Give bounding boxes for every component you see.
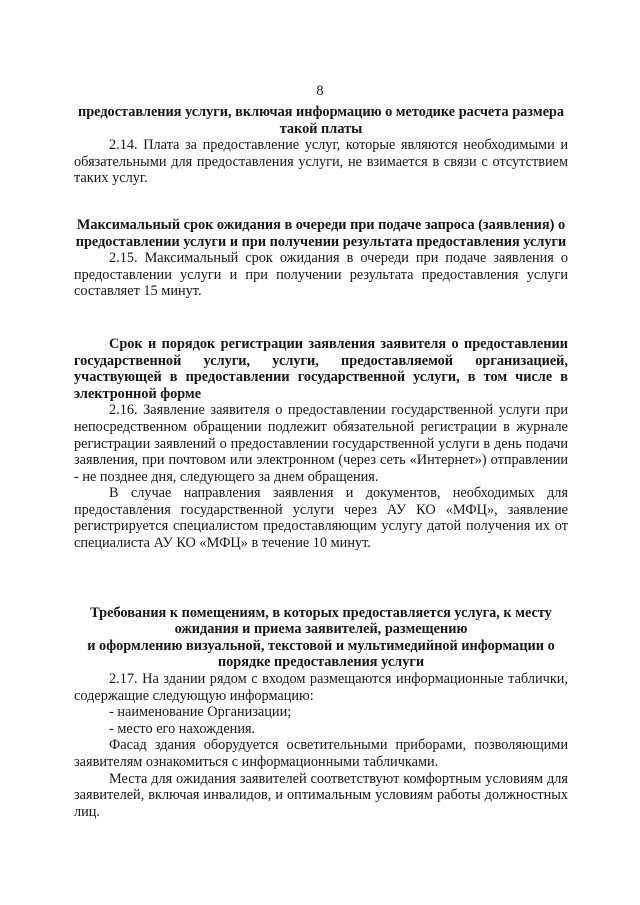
section-heading-registration: Срок и порядок регистрации заявления заявителя о предоставлении государственной услуги, услуги, предоставляемой организацией, участвующей в предоставлении государственной услуги, в том числе в электронной форме — [74, 335, 568, 402]
section-heading-queue-time: Максимальный срок ожидания в очереди при подаче запроса (заявления) о предоставлении услуги и при получении результата предоставления услуги — [75, 216, 567, 250]
paragraph-mfc-registration: В случае направления заявления и документов, необходимых для предоставления государственной услуги через АУ КО «МФЦ», заявление регистрируется специалистом предоставляющим услугу датой получения их от специалиста АУ КО «МФЦ» в течение 10 минут. — [74, 485, 568, 552]
paragraph-2-14: 2.14. Плата за предоставление услуг, которые являются необходимыми и обязательными для предоставления услуги, не взимается в связи с отсутствием таких услуг. — [74, 137, 568, 187]
paragraph-2-16: 2.16. Заявление заявителя о предоставлении государственной услуги при непосредственном обращении подлежит обязательной регистрации в журнале регистрации заявлений о предоставлении государственной услуги в день подачи заявления, при почтовом или электронном (через сеть «Интернет») отправлении - не позднее дня, следующего за днем обращения. — [74, 402, 568, 485]
paragraph-2-15: 2.15. Максимальный срок ожидания в очереди при подаче заявления о предоставлении услуги и при получении результата предоставления услуги составляет 15 минут. — [74, 250, 568, 300]
section-heading-premises-line2: и оформлению визуальной, текстовой и мультимедийной информации о порядке предоставления услуги — [87, 637, 555, 671]
document-body — [74, 104, 568, 820]
list-item-location: - место его нахождения. — [109, 720, 256, 737]
paragraph-waiting-areas: Места для ожидания заявителей соответствуют комфортным условиям для заявителей, включая инвалидов, и оптимальным условиям работы должностных лиц. — [74, 770, 568, 820]
page-number: 8 — [316, 83, 324, 99]
paragraph-2-17: 2.17. На здании рядом с входом размещаются информационные таблички, содержащие следующую информацию: — [74, 671, 568, 704]
section-heading-fee-calculation: предоставления услуги, включая информацию о методике расчета размера такой платы — [77, 104, 565, 137]
paragraph-facade-lighting: Фасад здания оборудуется осветительными приборами, позволяющими заявителям ознакомиться с информационными табличками. — [74, 737, 568, 770]
section-heading-premises-line1: Требования к помещениям, в которых предоставляется услуга, к месту ожидания и приема заявителей, размещению — [90, 604, 552, 638]
list-item-organization-name: - наименование Организации; — [109, 704, 292, 721]
